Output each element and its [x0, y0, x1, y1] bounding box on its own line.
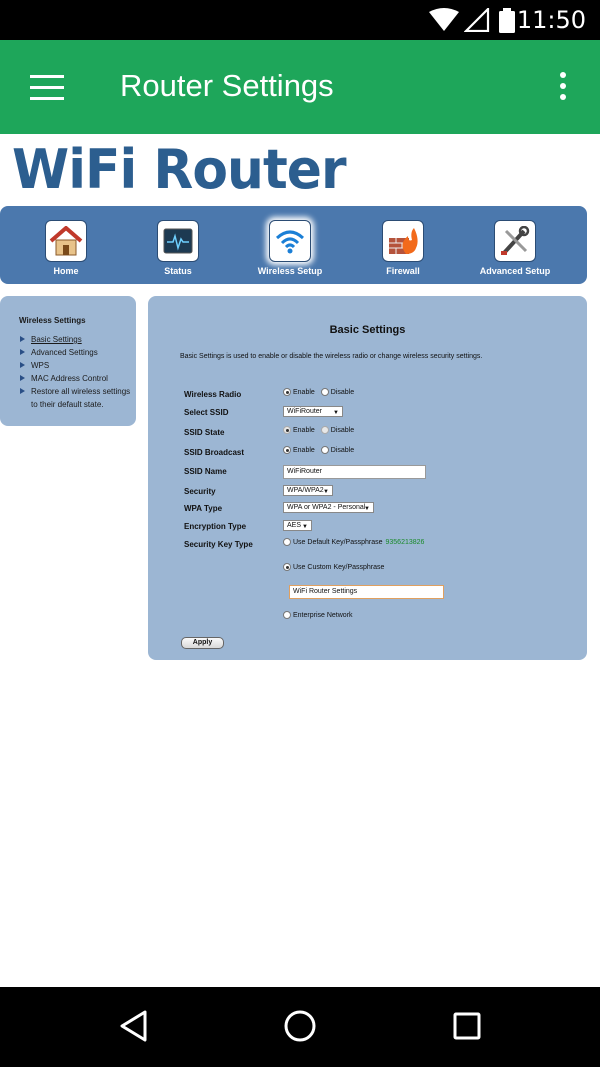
back-icon[interactable] — [118, 1009, 150, 1043]
panel-description: Basic Settings is used to enable or disable the wireless radio or change wireless security settings. — [180, 353, 483, 360]
firewall-icon — [382, 220, 424, 262]
wireless-radio-row: Wireless Radio Enable Disable — [184, 388, 355, 399]
status-bar — [0, 0, 600, 40]
wpa-type-dropdown[interactable]: WPA or WPA2 - Personal ▼ — [283, 502, 374, 513]
nav-label: Firewall — [386, 266, 420, 276]
default-key-option[interactable]: Use Default Key/Passphrase 9356213826 — [283, 538, 424, 546]
nav-label: Status — [164, 266, 192, 276]
wireless-radio-disable[interactable]: Disable — [321, 388, 354, 396]
ssid-name-row: SSID Name WiFiRouter — [184, 465, 574, 481]
nav-label: Wireless Setup — [257, 266, 323, 276]
arrow-bullet-icon — [20, 375, 25, 381]
nav-item-wireless-setup[interactable] — [240, 214, 340, 276]
sidebar-item-basic-settings[interactable]: Basic Settings — [20, 333, 132, 346]
security-row: Security WPA/WPA2 ▼ — [184, 485, 574, 501]
select-ssid-row: Select SSID WiFiRouter ▼ — [184, 406, 574, 422]
encryption-type-dropdown[interactable]: AES ▼ — [283, 520, 312, 531]
wireless-radio-enable[interactable]: Enable — [283, 388, 315, 396]
system-nav-bar — [0, 987, 600, 1067]
wireless-settings-sidebar — [0, 296, 136, 426]
nav-label: Advanced Setup — [479, 266, 551, 276]
basic-settings-panel — [148, 296, 587, 660]
custom-key-input-row — [184, 585, 574, 601]
nav-label: Home — [53, 266, 79, 276]
encryption-type-row: Encryption Type AES ▼ — [184, 520, 574, 536]
clock: 11:50 — [516, 6, 586, 34]
hamburger-menu-icon[interactable] — [30, 75, 64, 101]
ssid-broadcast-disable[interactable]: Disable — [321, 446, 354, 454]
tools-icon — [494, 220, 536, 262]
signal-icon — [464, 8, 490, 32]
sidebar-item-restore-defaults[interactable]: Restore all wireless settings to their default state. — [20, 385, 132, 411]
nav-item-status[interactable] — [128, 214, 228, 276]
ssid-broadcast-row: SSID Broadcast Enable Disable — [184, 446, 355, 457]
sidebar-title: Wireless Settings — [19, 316, 86, 325]
battery-icon — [498, 8, 516, 34]
app-title: Router Settings — [120, 68, 334, 103]
ssid-state-enable[interactable]: Enable — [283, 426, 315, 434]
ssid-name-input[interactable]: WiFiRouter — [283, 465, 426, 479]
wifi-signal-icon — [269, 220, 311, 262]
select-ssid-dropdown[interactable]: WiFiRouter ▼ — [283, 406, 343, 417]
security-dropdown[interactable]: WPA/WPA2 ▼ — [283, 485, 333, 496]
sidebar-item-advanced-settings[interactable]: Advanced Settings — [20, 346, 132, 359]
banner-title: WiFi Router — [12, 138, 346, 201]
ssid-state-row: SSID State Enable Disable — [184, 426, 355, 437]
router-nav-bar — [0, 206, 587, 284]
custom-key-row — [184, 563, 574, 579]
custom-key-option[interactable]: Use Custom Key/Passphrase — [283, 563, 384, 571]
arrow-bullet-icon — [20, 336, 25, 342]
default-key-value: 9356213826 — [385, 538, 425, 546]
home-icon — [45, 220, 87, 262]
security-key-type-row: Security Key Type Use Default Key/Passphrase 9356213826 — [184, 538, 425, 549]
enterprise-network-option[interactable]: Enterprise Network — [283, 611, 353, 619]
sidebar-item-wps[interactable]: WPS — [20, 359, 132, 372]
router-banner — [0, 134, 600, 202]
wpa-type-row: WPA Type WPA or WPA2 - Personal ▼ — [184, 502, 574, 518]
custom-passphrase-input[interactable]: WiFi Router Settings — [289, 585, 444, 599]
wifi-icon — [428, 8, 460, 32]
enterprise-row — [184, 611, 574, 627]
home-circle-icon[interactable] — [283, 1009, 317, 1043]
arrow-bullet-icon — [20, 349, 25, 355]
recents-icon[interactable] — [452, 1009, 482, 1043]
app-bar — [0, 40, 600, 134]
nav-item-home[interactable] — [16, 214, 116, 276]
apply-button[interactable]: Apply — [181, 637, 224, 649]
arrow-bullet-icon — [20, 388, 25, 394]
status-monitor-icon — [157, 220, 199, 262]
arrow-bullet-icon — [20, 362, 25, 368]
nav-item-advanced-setup[interactable] — [465, 214, 565, 276]
ssid-state-disable[interactable]: Disable — [321, 426, 354, 434]
nav-item-firewall[interactable] — [353, 214, 453, 276]
panel-title: Basic Settings — [329, 324, 406, 336]
ssid-broadcast-enable[interactable]: Enable — [283, 446, 315, 454]
overflow-menu-icon[interactable] — [558, 72, 568, 102]
sidebar-item-mac-address-control[interactable]: MAC Address Control — [20, 372, 132, 385]
